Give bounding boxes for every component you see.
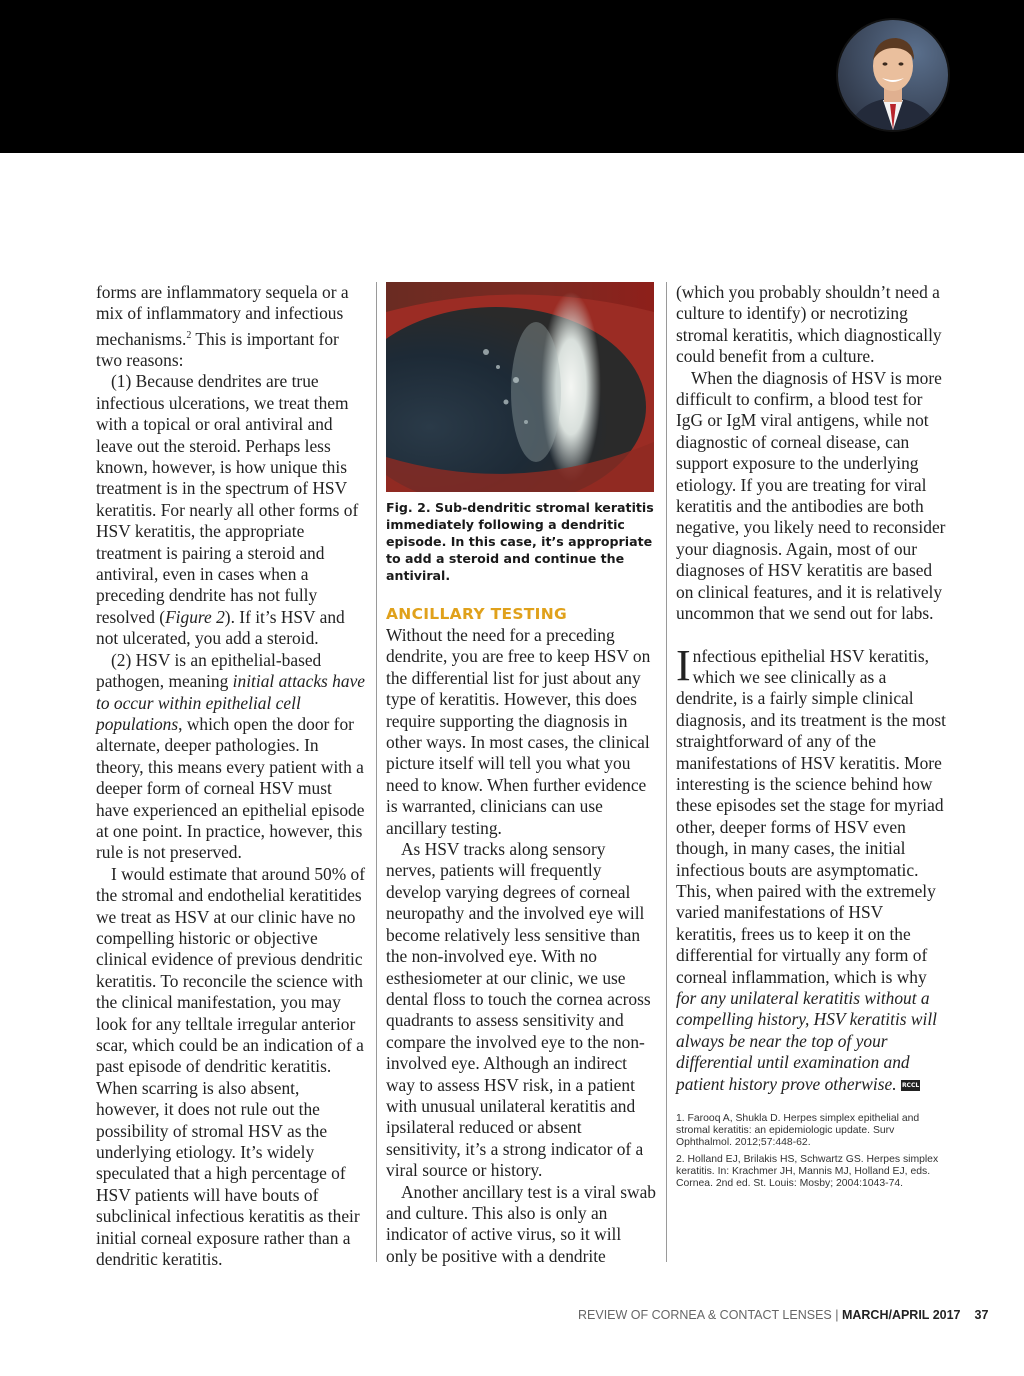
column-3 <box>676 282 946 1195</box>
paragraph: As HSV tracks along sensory nerves, patients will frequently develop varying degrees of corneal neuropathy and the involved eye will become relatively less sensitive than the non-involved eye. With no esthesiometer at our clinic, we use dental floss to touch the cornea across quadrants to assess sensitivity and compare the involved eye to the non-involved eye. Although an indirect way to assess HSV risk, in a patient with unusual unilateral keratitis and ipsilateral reduced or absent sensitivity, it’s a strong indicator of a viral source or history. <box>386 839 651 1181</box>
citation-sup: 2 <box>186 329 192 341</box>
paragraph: Infectious epithelial HSV keratitis, which we see clinically as a dendrite, is a fairly simple clinical diagnosis, and its treatment is the most straightforward of any of the manifestations of HSV keratitis. More interesting is the science behind how these episodes set the stage for myriad other, deeper forms of HSV even though, in many cases, the initial infectious bouts are asymptomatic. This, when paired with the extremely varied manifestations of HSV keratitis, frees us to keep it on the differential for virtually any form of corneal inflammation, which is why for any unilateral keratitis without a compelling history, HSV keratitis will always be near the top of your differential until examination and patient history prove otherwise. RCCL <box>676 640 947 1094</box>
issue-date: MARCH/APRIL 2017 <box>841 1308 961 1322</box>
paragraph: Another ancillary test is a viral swab and culture. This also is only an indicator of active virus, so it will only be positive with a dendrite <box>386 1181 656 1266</box>
paragraph: (1) Because dendrites are true infectious ulcerations, we treat them with a topical or oral antiviral and leave out the steroid. Perhaps less known, however, is how unique this treatment is in the spectrum of HSV keratitis. For nearly all other forms of HSV keratitis, the appropriate treatment is pairing a steroid and antiviral, even in cases when a preceding dendrite has not fully resolved (Figure 2). If it’s HSV and not ulcerated, you add a steroid. <box>96 371 359 649</box>
section-heading: ANCILLARY TESTING <box>386 605 568 623</box>
page-footer <box>578 1308 989 1322</box>
figure-caption: Fig. 2. Sub-dendritic stromal keratitis immediately following a dendritic episode. In this case, it’s appropriate to add a steroid and continue the antiviral. <box>386 500 654 583</box>
paragraph: (which you probably shouldn’t need a culture to identify) or necrotizing stromal keratitis, which diagnostically could benefit from a culture. <box>676 282 942 367</box>
author-photo <box>836 18 950 132</box>
paragraph: When the diagnosis of HSV is more difficult to confirm, a blood test for IgG or IgM viral antigens, while not diagnostic of corneal disease, can support exposure to the underlying etiology. If you are treating for viral keratitis and the antibodies are both negative, you likely need to reconsider your diagnosis. Again, most of our diagnoses of HSV keratitis are based on clinical features, and it is relatively uncommon that we send out for labs. <box>676 367 946 624</box>
reference-item: 2. Holland EJ, Brilakis HS, Schwartz GS. Herpes simplex keratitis. In: Krachmer JH, Mannis MJ, Holland EJ, eds. Cornea. 2nd ed. St. Louis: Mosby; 2004:1043-74. <box>676 1154 939 1190</box>
drop-cap: I <box>676 640 691 690</box>
end-mark-icon: RCCL <box>901 1082 920 1090</box>
paragraph: I would estimate that around 50% of the stromal and endothelial keratitides we treat as HSV at our clinic have no compelling historic or objective clinical evidence of previous dendritic keratitis. To reconcile the science with the clinical manifestation, you may look for any telltale irregular anterior scar, which could be an indication of a past episode of dendritic keratitis. When scarring is also absent, however, it does not rule out the possibility of stromal HSV as the underlying etiology. It’s widely speculated that a high percentage of HSV patients will have bouts of subclinical infectious keratitis as their initial corneal exposure rather than a dendritic keratitis. <box>96 863 366 1270</box>
column-rule-1 <box>376 282 377 1262</box>
journal-name: REVIEW OF CORNEA & CONTACT LENSES | <box>578 1308 842 1322</box>
figure-ref: Figure 2 <box>165 606 225 627</box>
column-rule-2 <box>666 282 667 1262</box>
paragraph: forms are inflammatory sequela or a mix of inflammatory and infectious mechanisms.$^2$ This is important for two reasons: <box>96 282 349 371</box>
reference-item: 1. Farooq A, Shukla D. Herpes simplex epithelial and stromal keratitis: an epidemiologic update. Surv Ophthalmol. 2012;57:448-62. <box>676 1113 920 1149</box>
references <box>676 1113 946 1190</box>
column-1 <box>96 282 366 1270</box>
column-2 <box>386 282 656 1267</box>
paragraph: (2) HSV is an epithelial-based pathogen, meaning initial attacks have to occur within epithelial cell populations, which open the door for alternate, deeper pathologies. In theory, this means every patient with a deeper form of corneal HSV must have experienced an epithelial episode at one point. In practice, however, this rule is not preserved. <box>96 649 366 863</box>
page-number: 37 <box>974 1308 989 1322</box>
figure-2-image <box>386 282 654 492</box>
paragraph: Without the need for a preceding dendrite, you are free to keep HSV on the differential list for just about any type of keratitis. However, this does require supporting the diagnosis in other ways. In most cases, the clinical picture itself will tell you what you need to know. When further evidence is warranted, clinicians can use ancillary testing. <box>386 625 651 838</box>
